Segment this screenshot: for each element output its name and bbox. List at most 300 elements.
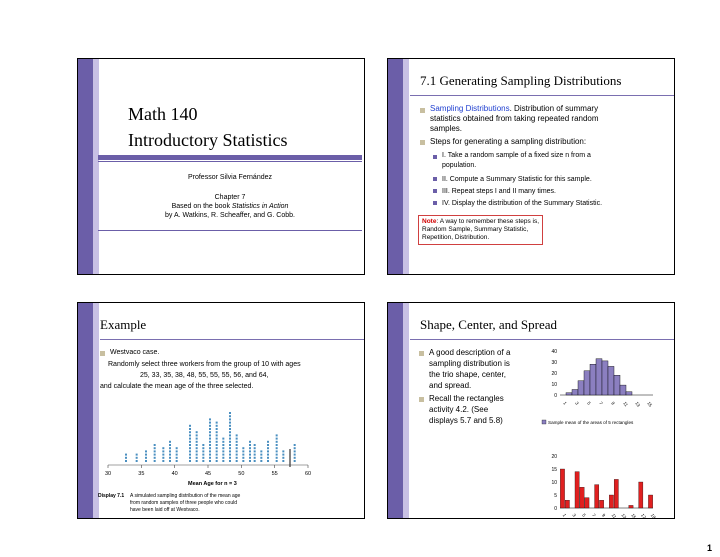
dot-point bbox=[254, 444, 256, 446]
x-tick-label: 15 bbox=[630, 512, 638, 520]
dot-point bbox=[249, 454, 251, 456]
dot-point bbox=[229, 434, 231, 436]
slide-title bbox=[77, 58, 365, 275]
bullet-square bbox=[100, 351, 105, 356]
dot-point bbox=[196, 438, 198, 440]
dot-point bbox=[229, 412, 231, 414]
observed-marker bbox=[289, 449, 290, 467]
dot-point bbox=[209, 454, 211, 456]
bullet-rect-line3: displays 5.7 and 5.8) bbox=[429, 416, 503, 425]
dot-point bbox=[276, 447, 278, 449]
dot-point bbox=[189, 447, 191, 449]
dot-point bbox=[254, 457, 256, 459]
dot-point bbox=[229, 431, 231, 433]
dot-point bbox=[162, 460, 164, 462]
dot-point bbox=[176, 460, 178, 462]
dot-point bbox=[242, 447, 244, 449]
slide-heading: Shape, Center, and Spread bbox=[420, 317, 558, 332]
dot-point bbox=[189, 428, 191, 430]
x-tick-label: 9 bbox=[600, 512, 607, 518]
population-bar bbox=[629, 505, 633, 508]
histogram-bar bbox=[578, 381, 584, 395]
dot-point bbox=[169, 460, 171, 462]
slide-heading: Example bbox=[100, 317, 147, 332]
dot-point bbox=[276, 454, 278, 456]
x-tick-label: 13 bbox=[634, 400, 642, 408]
histogram-bar bbox=[602, 361, 608, 395]
x-tick-label: 35 bbox=[138, 471, 145, 477]
dot-point bbox=[162, 454, 164, 456]
note-line2: Random Sample, Summary Statistic, bbox=[422, 226, 529, 233]
x-tick-label: 40 bbox=[171, 471, 178, 477]
histogram-bar bbox=[590, 364, 596, 395]
sub-bullet-square bbox=[433, 177, 437, 181]
dot-point bbox=[209, 438, 211, 440]
bullet1-rest: . Distribution of summary bbox=[509, 104, 599, 113]
bullet-trio-line3: the trio shape, center, bbox=[429, 370, 506, 379]
slide-heading: 7.1 Generating Sampling Distributions bbox=[420, 73, 622, 88]
dot-point bbox=[260, 454, 262, 456]
course-title-line2: Introductory Statistics bbox=[128, 130, 288, 150]
dot-plot-axis-label: Mean Age for n = 3 bbox=[188, 481, 237, 487]
dot-point bbox=[216, 441, 218, 443]
sub-bullet-square bbox=[433, 155, 437, 159]
dot-point bbox=[202, 454, 204, 456]
dot-point bbox=[236, 438, 238, 440]
dot-point bbox=[229, 425, 231, 427]
dot-point bbox=[254, 460, 256, 462]
dot-point bbox=[294, 457, 296, 459]
dot-point bbox=[202, 447, 204, 449]
dot-point bbox=[242, 460, 244, 462]
dot-point bbox=[216, 438, 218, 440]
bullet-square bbox=[420, 108, 425, 113]
dot-point bbox=[216, 431, 218, 433]
book-line bbox=[98, 202, 362, 211]
dot-point bbox=[216, 444, 218, 446]
x-tick-label: 7 bbox=[598, 400, 604, 406]
x-tick-label: 13 bbox=[620, 512, 628, 520]
slide-accent-bar bbox=[78, 59, 93, 274]
sample-mean-histogram bbox=[538, 343, 668, 438]
dot-point bbox=[254, 447, 256, 449]
note-box bbox=[418, 215, 543, 245]
population-bar bbox=[575, 472, 579, 508]
dot-point bbox=[267, 457, 269, 459]
dot-point bbox=[229, 460, 231, 462]
x-tick-label: 1 bbox=[562, 400, 568, 406]
westvaco-bullet: Westvaco case. bbox=[110, 349, 160, 356]
dot-point bbox=[294, 454, 296, 456]
dot-point bbox=[209, 441, 211, 443]
title-box-strip bbox=[98, 155, 362, 160]
dot-point bbox=[216, 447, 218, 449]
dot-point bbox=[242, 450, 244, 452]
note-line1: : A way to remember these steps is, bbox=[436, 218, 540, 225]
sub-bullet-square bbox=[433, 189, 437, 193]
bullet-rect-line2: activity 4.2. (See bbox=[429, 405, 489, 414]
population-bar bbox=[609, 495, 613, 508]
dot-point bbox=[176, 447, 178, 449]
dot-point bbox=[236, 441, 238, 443]
dot-point bbox=[260, 457, 262, 459]
x-tick-label: 5 bbox=[581, 512, 587, 518]
dot-point bbox=[294, 447, 296, 449]
dot-plot-chart bbox=[78, 393, 364, 518]
bullet-trio-line2: sampling distribution is bbox=[429, 359, 510, 368]
dot-point bbox=[229, 415, 231, 417]
bullet-trio-line1: A good description of a bbox=[429, 348, 511, 357]
legend-label: Sample mean of the areas of 5 rectangles bbox=[548, 420, 634, 425]
caption-label: Display 7.1 bbox=[98, 493, 125, 499]
dot-point bbox=[216, 457, 218, 459]
chapter-label: Chapter 7 bbox=[214, 194, 246, 201]
step1-line2: population. bbox=[442, 162, 477, 169]
dot-point bbox=[222, 444, 224, 446]
dot-point bbox=[222, 441, 224, 443]
dot-point bbox=[176, 454, 178, 456]
dot-point bbox=[249, 450, 251, 452]
x-tick-label: 11 bbox=[610, 512, 618, 520]
bullet-square bbox=[419, 351, 424, 356]
dot-point bbox=[196, 447, 198, 449]
population-bar bbox=[639, 482, 643, 508]
slide-example bbox=[77, 302, 365, 519]
dot-point bbox=[136, 460, 138, 462]
dot-point bbox=[216, 422, 218, 424]
dot-point bbox=[276, 450, 278, 452]
dot-point bbox=[154, 454, 156, 456]
step-3: III. Repeat steps I and II many times. bbox=[442, 188, 556, 195]
dot-point bbox=[209, 434, 211, 436]
dot-point bbox=[276, 441, 278, 443]
dot-point bbox=[222, 454, 224, 456]
dot-point bbox=[196, 434, 198, 436]
dot-point bbox=[229, 438, 231, 440]
population-bar bbox=[580, 487, 584, 508]
dot-point bbox=[202, 450, 204, 452]
histogram-bar bbox=[566, 393, 572, 395]
dot-point bbox=[222, 450, 224, 452]
x-tick-label: 3 bbox=[571, 512, 577, 518]
dot-point bbox=[136, 454, 138, 456]
histogram-bar bbox=[626, 392, 632, 395]
dot-point bbox=[216, 450, 218, 452]
y-tick-label: 0 bbox=[554, 393, 557, 399]
dot-point bbox=[249, 441, 251, 443]
histogram-bar bbox=[572, 390, 578, 396]
dot-point bbox=[229, 454, 231, 456]
dot-point bbox=[189, 434, 191, 436]
dot-point bbox=[209, 457, 211, 459]
dot-point bbox=[189, 438, 191, 440]
dot-point bbox=[154, 444, 156, 446]
dot-point bbox=[236, 454, 238, 456]
caption-line3: have been laid off at Westvaco. bbox=[130, 507, 200, 513]
population-bar bbox=[614, 479, 618, 508]
dot-point bbox=[196, 454, 198, 456]
dot-point bbox=[294, 450, 296, 452]
dot-point bbox=[125, 460, 127, 462]
population-bar-chart: 051015201 3 5 7 9 11 13 15 17 19Population of Rectangle Areas bbox=[551, 454, 657, 538]
dot-point bbox=[249, 457, 251, 459]
dot-point bbox=[294, 444, 296, 446]
dot-point bbox=[196, 457, 198, 459]
dot-point bbox=[229, 457, 231, 459]
x-tick-label: 55 bbox=[271, 471, 278, 477]
dot-point bbox=[236, 434, 238, 436]
dot-point bbox=[260, 460, 262, 462]
dot-point bbox=[242, 457, 244, 459]
x-tick-label: 50 bbox=[238, 471, 245, 477]
dot-point bbox=[189, 454, 191, 456]
dot-point bbox=[282, 450, 284, 452]
dot-point bbox=[222, 460, 224, 462]
dot-point bbox=[189, 457, 191, 459]
example-line3: and calculate the mean age of the three selected. bbox=[100, 383, 254, 390]
note-label: Note bbox=[422, 218, 437, 225]
population-bar bbox=[585, 498, 589, 508]
dot-point bbox=[189, 425, 191, 427]
histogram-bar bbox=[596, 359, 602, 395]
y-tick-label: 10 bbox=[551, 480, 557, 486]
sub-bullet-square bbox=[433, 201, 437, 205]
slide-accent-bar-light bbox=[403, 59, 409, 274]
dot-point bbox=[209, 422, 211, 424]
course-title bbox=[128, 101, 287, 153]
bullet-trio-line4: and spread. bbox=[429, 381, 472, 390]
title-box bbox=[98, 161, 362, 231]
dot-point bbox=[196, 431, 198, 433]
dot-point bbox=[169, 454, 171, 456]
dot-point bbox=[154, 447, 156, 449]
y-tick-label: 15 bbox=[551, 467, 557, 473]
dot-point bbox=[169, 441, 171, 443]
dot-point bbox=[162, 457, 164, 459]
dot-point bbox=[209, 450, 211, 452]
dot-point bbox=[276, 444, 278, 446]
step-2: II. Compute a Summary Statistic for this sample. bbox=[442, 176, 592, 183]
dot-point bbox=[202, 457, 204, 459]
slide-accent-bar-light bbox=[403, 303, 409, 518]
dot-point bbox=[189, 460, 191, 462]
dot-point bbox=[196, 450, 198, 452]
slide-accent-bar bbox=[388, 303, 403, 518]
y-tick-label: 5 bbox=[554, 493, 557, 499]
y-tick-label: 30 bbox=[551, 360, 557, 366]
dot-point bbox=[169, 450, 171, 452]
dot-point bbox=[216, 454, 218, 456]
x-tick-label: 5 bbox=[586, 400, 592, 406]
dot-point bbox=[125, 454, 127, 456]
dot-point bbox=[209, 418, 211, 420]
dot-point bbox=[189, 431, 191, 433]
x-tick-label: 3 bbox=[574, 400, 580, 406]
dot-point bbox=[176, 450, 178, 452]
dot-point bbox=[169, 447, 171, 449]
heading-rule bbox=[100, 339, 364, 340]
x-tick-label: 60 bbox=[304, 471, 312, 477]
book-prefix: Based on the book bbox=[171, 203, 232, 210]
dot-point bbox=[254, 454, 256, 456]
dot-point bbox=[125, 457, 127, 459]
dot-point bbox=[136, 457, 138, 459]
dot-point bbox=[176, 457, 178, 459]
dot-point bbox=[145, 450, 147, 452]
dot-point bbox=[222, 438, 224, 440]
population-bar bbox=[595, 485, 599, 508]
x-tick-label: 7 bbox=[590, 512, 597, 518]
dot-point bbox=[162, 447, 164, 449]
dot-point bbox=[267, 447, 269, 449]
x-tick-label: 19 bbox=[649, 512, 657, 520]
x-tick-label: 11 bbox=[622, 400, 629, 408]
dot-point bbox=[145, 457, 147, 459]
bullet-square bbox=[419, 397, 424, 402]
dot-point bbox=[236, 444, 238, 446]
dot-point bbox=[209, 428, 211, 430]
y-tick-label: 10 bbox=[551, 382, 557, 388]
dot-point bbox=[154, 450, 156, 452]
dot-point bbox=[216, 428, 218, 430]
dot-point bbox=[196, 444, 198, 446]
dot-point bbox=[236, 460, 238, 462]
dot-point bbox=[249, 460, 251, 462]
dot-point bbox=[222, 457, 224, 459]
dot-point bbox=[236, 447, 238, 449]
dot-point bbox=[154, 457, 156, 459]
slide-sampling-distributions bbox=[387, 58, 675, 275]
dot-point bbox=[216, 434, 218, 436]
slide-accent-bar bbox=[388, 59, 403, 274]
dot-point bbox=[276, 457, 278, 459]
professor-name: Professor Silvia Fernández bbox=[187, 174, 273, 181]
x-tick-label: 15 bbox=[646, 400, 654, 408]
dot-point bbox=[282, 457, 284, 459]
book-title: Statistics in Action bbox=[231, 203, 289, 210]
dot-point bbox=[282, 454, 284, 456]
histogram-bar bbox=[608, 366, 614, 395]
course-title-line1: Math 140 bbox=[128, 104, 198, 124]
dot-point bbox=[189, 450, 191, 452]
population-bar bbox=[599, 500, 603, 508]
population-bar bbox=[560, 469, 564, 508]
dot-point bbox=[209, 431, 211, 433]
dot-point bbox=[202, 444, 204, 446]
dot-point bbox=[169, 444, 171, 446]
dot-point bbox=[229, 422, 231, 424]
dot-point bbox=[249, 444, 251, 446]
dot-point bbox=[216, 425, 218, 427]
dot-point bbox=[276, 434, 278, 436]
example-line2: 25, 33, 35, 38, 48, 55, 55, 55, 56, and 64, bbox=[140, 372, 269, 379]
dot-point bbox=[196, 460, 198, 462]
bullet-rectangles bbox=[429, 393, 504, 426]
bullet-square bbox=[420, 140, 425, 145]
dot-point bbox=[282, 460, 284, 462]
histogram-bar bbox=[620, 385, 626, 395]
dot-point bbox=[229, 428, 231, 430]
dot-point bbox=[229, 418, 231, 420]
x-tick-label: 1 bbox=[561, 512, 568, 518]
dot-point bbox=[209, 425, 211, 427]
dot-point bbox=[249, 447, 251, 449]
dot-point bbox=[145, 460, 147, 462]
legend-swatch bbox=[542, 420, 546, 424]
dot-point bbox=[260, 450, 262, 452]
dot-point bbox=[236, 457, 238, 459]
dot-point bbox=[222, 447, 224, 449]
bullet-rect-line1: Recall the rectangles bbox=[429, 394, 504, 403]
x-tick-label: 17 bbox=[639, 512, 647, 520]
dot-point bbox=[196, 441, 198, 443]
dot-point bbox=[154, 460, 156, 462]
dot-point bbox=[189, 444, 191, 446]
y-tick-label: 20 bbox=[551, 454, 557, 460]
caption-line2: from random samples of three people who could bbox=[130, 500, 238, 506]
y-tick-label: 20 bbox=[551, 371, 557, 377]
example-line1: Randomly select three workers from the group of 10 with ages bbox=[108, 361, 301, 368]
histogram-bar bbox=[584, 371, 590, 395]
bullet-sampling-distributions bbox=[430, 104, 670, 134]
dot-point bbox=[229, 444, 231, 446]
dot-point bbox=[254, 450, 256, 452]
dot-point bbox=[209, 444, 211, 446]
bullet-steps: Steps for generating a sampling distribution: bbox=[430, 137, 587, 146]
dot-point bbox=[276, 438, 278, 440]
population-bar bbox=[648, 495, 652, 508]
step1-line1: I. Take a random sample of a fixed size n from a bbox=[442, 152, 591, 159]
dot-point bbox=[209, 460, 211, 462]
dot-point bbox=[267, 441, 269, 443]
heading-rule bbox=[410, 95, 674, 96]
dot-point bbox=[209, 447, 211, 449]
slide-shape-center-spread bbox=[387, 302, 675, 538]
bullet1-line3: samples. bbox=[430, 124, 463, 133]
dot-point bbox=[242, 454, 244, 456]
term-sampling-distributions: Sampling Distributions bbox=[430, 104, 510, 113]
dot-point bbox=[294, 460, 296, 462]
dot-point bbox=[189, 441, 191, 443]
step-4: IV. Display the distribution of the Summary Statistic. bbox=[442, 200, 603, 207]
x-tick-label: 45 bbox=[204, 471, 212, 477]
dot-point bbox=[267, 454, 269, 456]
dot-point bbox=[169, 457, 171, 459]
dot-point bbox=[216, 460, 218, 462]
y-tick-label: 40 bbox=[551, 349, 557, 355]
y-tick-label: 0 bbox=[554, 506, 557, 512]
dot-point bbox=[276, 460, 278, 462]
dot-point bbox=[267, 460, 269, 462]
dot-point bbox=[202, 460, 204, 462]
bullet-trio bbox=[429, 347, 510, 391]
caption-line1: A simulated sampling distribution of the mean age bbox=[130, 493, 241, 499]
dot-point bbox=[162, 450, 164, 452]
dot-point bbox=[267, 450, 269, 452]
note-line3: Repetition, Distribution. bbox=[422, 234, 490, 241]
dot-point bbox=[145, 454, 147, 456]
dot-point bbox=[229, 450, 231, 452]
bullet1-line2: statistics obtained from taking repeated random bbox=[430, 114, 599, 123]
step-1 bbox=[442, 151, 591, 171]
dot-point bbox=[229, 441, 231, 443]
dot-point bbox=[229, 447, 231, 449]
dot-point bbox=[267, 444, 269, 446]
page-number: 1 bbox=[706, 543, 712, 553]
heading-rule bbox=[410, 339, 674, 340]
population-bar bbox=[565, 500, 569, 508]
x-tick-label: 30 bbox=[104, 471, 112, 477]
